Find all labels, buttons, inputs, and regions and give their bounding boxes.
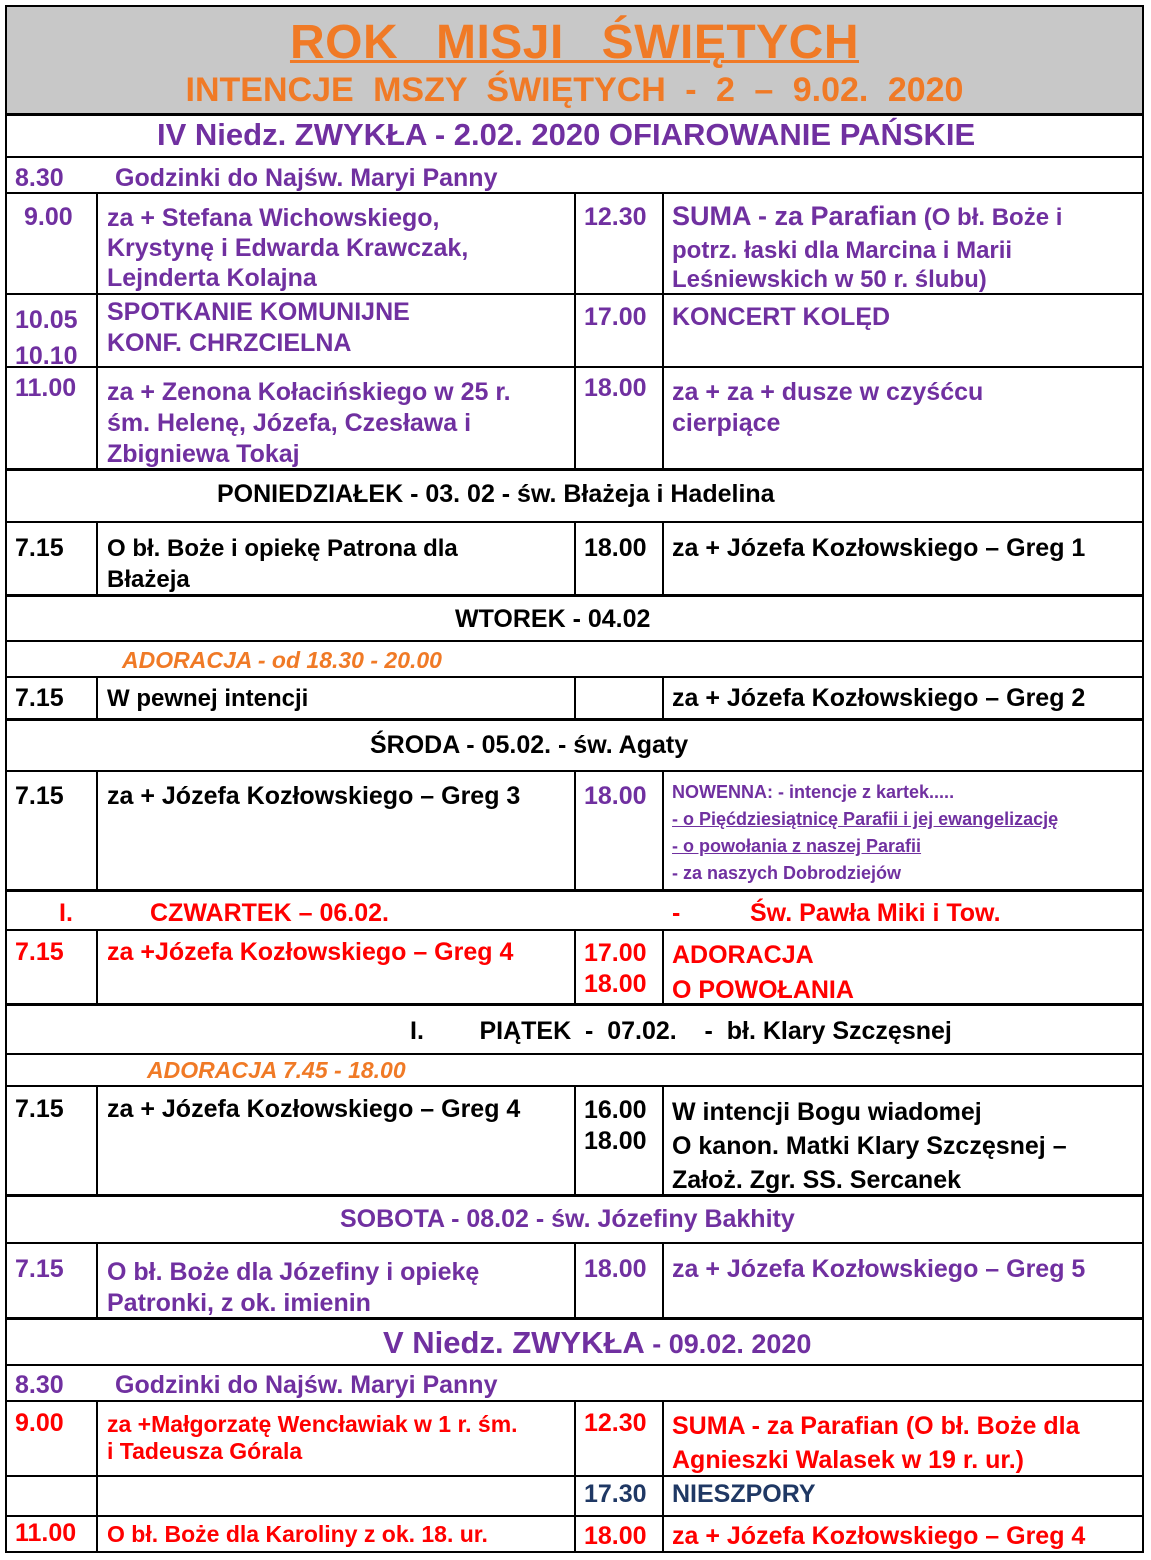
page-subtitle: INTENCJE MSZY ŚWIĘTYCH - 2 – 9.02. 2020	[185, 71, 964, 109]
thursday-time: 7.15	[15, 938, 64, 966]
sunday1-r1-time2: 12.30	[584, 203, 647, 231]
column-divider	[96, 676, 98, 718]
divider	[7, 1003, 1142, 1006]
sunday1-heading: IV Niedz. ZWYKŁA - 2.02. 2020 OFIAROWANIE PAŃSKIE	[157, 117, 976, 152]
column-divider	[662, 1400, 664, 1551]
sunday1-r0-text: Godzinki do Najśw. Maryi Panny	[115, 164, 498, 192]
column-divider	[574, 1085, 576, 1194]
wednesday-time: 7.15	[15, 782, 64, 810]
nowenna-line-2: - o Pięćdziesiątnicę Parafii i jej ewangelizację	[672, 809, 1059, 829]
sunday1-r1-intention: za + Stefana Wichowskiego, Krystynę i Edwarda Krawczak, Lejnderta Kolajna	[107, 204, 469, 292]
thursday-intention: za +Józefa Kozłowskiego – Greg 4	[107, 938, 514, 966]
monday-intention: O bł. Boże i opiekę Patrona dla Błażeja	[107, 535, 458, 593]
saturday-time: 7.15	[15, 1255, 64, 1283]
sunday2-r3-time2: 18.00	[584, 1522, 647, 1550]
column-divider	[574, 770, 576, 889]
thursday-heading: CZWARTEK – 06.02.	[150, 899, 389, 927]
sunday2-r0-text: Godzinki do Najśw. Maryi Panny	[115, 1371, 498, 1399]
friday-times2: 16.00 18.00	[584, 1096, 647, 1155]
saturday-time2: 18.00	[584, 1255, 647, 1283]
friday-adoracja: ADORACJA 7.45 - 18.00	[147, 1057, 406, 1083]
sunday1-r2-text: SPOTKANIE KOMUNIJNE KONF. CHRZCIELNA	[107, 298, 410, 357]
nowenna-line-3: - o powołania z naszej Parafii	[672, 836, 922, 856]
page-title: ROK MISJI ŚWIĘTYCH	[289, 16, 860, 69]
divider	[7, 594, 1142, 597]
sunday2-r0-time: 8.30	[15, 1371, 64, 1399]
column-divider	[96, 1242, 98, 1317]
thursday-intention2: ADORACJA O POWOŁANIA	[672, 941, 854, 1004]
column-divider	[574, 1242, 576, 1317]
divider	[7, 156, 1142, 158]
column-divider	[96, 770, 98, 889]
friday-intention2: W intencji Bogu wiadomej O kanon. Matki Klary Szczęsnej – Założ. Zgr. SS. Sercanek	[672, 1098, 1067, 1194]
friday-heading: I. PIĄTEK - 07.02. - bł. Klary Szczęsnej	[410, 1017, 952, 1045]
thursday-times2: 17.00 18.00	[584, 939, 647, 998]
column-divider	[662, 770, 664, 889]
header-banner	[7, 7, 1142, 116]
wednesday-intention: za + Józefa Kozłowskiego – Greg 3	[107, 782, 521, 810]
sunday2-r3-intention2: za + Józefa Kozłowskiego – Greg 4	[672, 1522, 1086, 1550]
divider	[7, 718, 1142, 721]
column-divider	[662, 1242, 664, 1317]
column-divider	[662, 929, 664, 1003]
sunday1-r0-time: 8.30	[15, 164, 64, 192]
saturday-intention2: za + Józefa Kozłowskiego – Greg 5	[672, 1255, 1086, 1283]
friday-intention: za + Józefa Kozłowskiego – Greg 4	[107, 1095, 521, 1123]
column-divider	[574, 676, 576, 718]
sunday1-r1-intention2: potrz. łaski dla Marcina i Marii Leśniewskich w 50 r. ślubu)	[672, 237, 1013, 293]
column-divider	[662, 676, 664, 718]
thursday-heading-number: I.	[59, 899, 73, 927]
divider	[7, 1364, 1142, 1366]
saturday-intention: O bł. Boże dla Józefiny i opiekę Patronki, z ok. imienin	[107, 1258, 480, 1317]
sunday2-r2-time2: 17.30	[584, 1480, 647, 1508]
sunday1-r3-time: 11.00	[15, 374, 77, 402]
tuesday-time: 7.15	[15, 684, 64, 712]
saturday-heading: SOBOTA - 08.02 - św. Józefiny Bakhity	[340, 1205, 795, 1233]
column-divider	[662, 1085, 664, 1194]
column-divider	[574, 1400, 576, 1551]
column-divider	[96, 1085, 98, 1194]
sunday1-r3-intention2: za + za + dusze w czyśćcu cierpiące	[672, 378, 984, 437]
divider	[7, 640, 1142, 642]
divider	[7, 1317, 1142, 1320]
monday-time: 7.15	[15, 534, 64, 562]
column-divider	[574, 929, 576, 1003]
wednesday-time2: 18.00	[584, 782, 647, 810]
column-divider	[574, 521, 576, 594]
friday-time: 7.15	[15, 1095, 64, 1123]
sunday2-r1-intention2: SUMA - za Parafian (O bł. Boże dla Agnieszki Walasek w 19 r. ur.)	[672, 1412, 1080, 1474]
column-divider	[574, 192, 576, 468]
sunday2-r1-time: 9.00	[15, 1409, 64, 1437]
tuesday-adoracja: ADORACJA - od 18.30 - 20.00	[122, 647, 442, 673]
schedule-sheet	[5, 5, 1144, 1553]
thursday-heading-saint: Św. Pawła Miki i Tow.	[750, 899, 1001, 927]
sunday2-r1-time2: 12.30	[584, 1409, 647, 1437]
divider	[7, 889, 1142, 892]
monday-time2: 18.00	[584, 534, 647, 562]
thursday-heading-dash: -	[672, 899, 681, 927]
sunday2-r3-time: 11.00	[15, 1519, 77, 1547]
wednesday-heading: ŚRODA - 05.02. - św. Agaty	[370, 731, 689, 759]
nowenna-line-1: NOWENNA: - intencje z kartek.....	[672, 782, 955, 802]
tuesday-intention: W pewnej intencji	[107, 685, 309, 712]
column-divider	[96, 192, 98, 468]
sunday2-r3-intention: O bł. Boże dla Karoliny z ok. 18. ur.	[107, 1521, 488, 1547]
column-divider	[96, 521, 98, 594]
tuesday-intention2: za + Józefa Kozłowskiego – Greg 2	[672, 684, 1086, 712]
column-divider	[662, 192, 664, 468]
sunday1-r1-time: 9.00	[24, 203, 73, 231]
sunday1-r3-time2: 18.00	[584, 374, 647, 402]
column-divider	[662, 521, 664, 594]
divider	[7, 1194, 1142, 1197]
tuesday-heading: WTOREK - 04.02	[455, 605, 651, 633]
divider	[7, 468, 1142, 471]
sunday1-r2-times: 10.05 10.10	[15, 306, 78, 370]
nowenna-line-4: - za naszych Dobrodziejów	[672, 863, 902, 883]
sunday1-r1-suma: SUMA - za Parafian (O bł. Boże i	[672, 201, 1063, 231]
column-divider	[96, 929, 98, 1003]
sunday2-heading: V Niedz. ZWYKŁA - 09.02. 2020	[383, 1325, 812, 1360]
sunday1-r2-text2: KONCERT KOLĘD	[672, 303, 891, 331]
sunday1-r2-time2: 17.00	[584, 303, 647, 331]
monday-heading: PONIEDZIAŁEK - 03. 02 - św. Błażeja i Hadelina	[217, 480, 775, 508]
sunday2-r1-intention: za +Małgorzatę Wencławiak w 1 r. śm. i Tadeusza Górala	[107, 1411, 518, 1464]
column-divider	[96, 1400, 98, 1551]
sunday2-r2-text2: NIESZPORY	[672, 1480, 816, 1508]
sunday1-r3-intention: za + Zenona Kołacińskiego w 25 r. śm. Helenę, Józefa, Czesława i Zbigniewa Tokaj	[107, 378, 511, 468]
divider	[7, 1053, 1142, 1055]
monday-intention2: za + Józefa Kozłowskiego – Greg 1	[672, 534, 1086, 562]
